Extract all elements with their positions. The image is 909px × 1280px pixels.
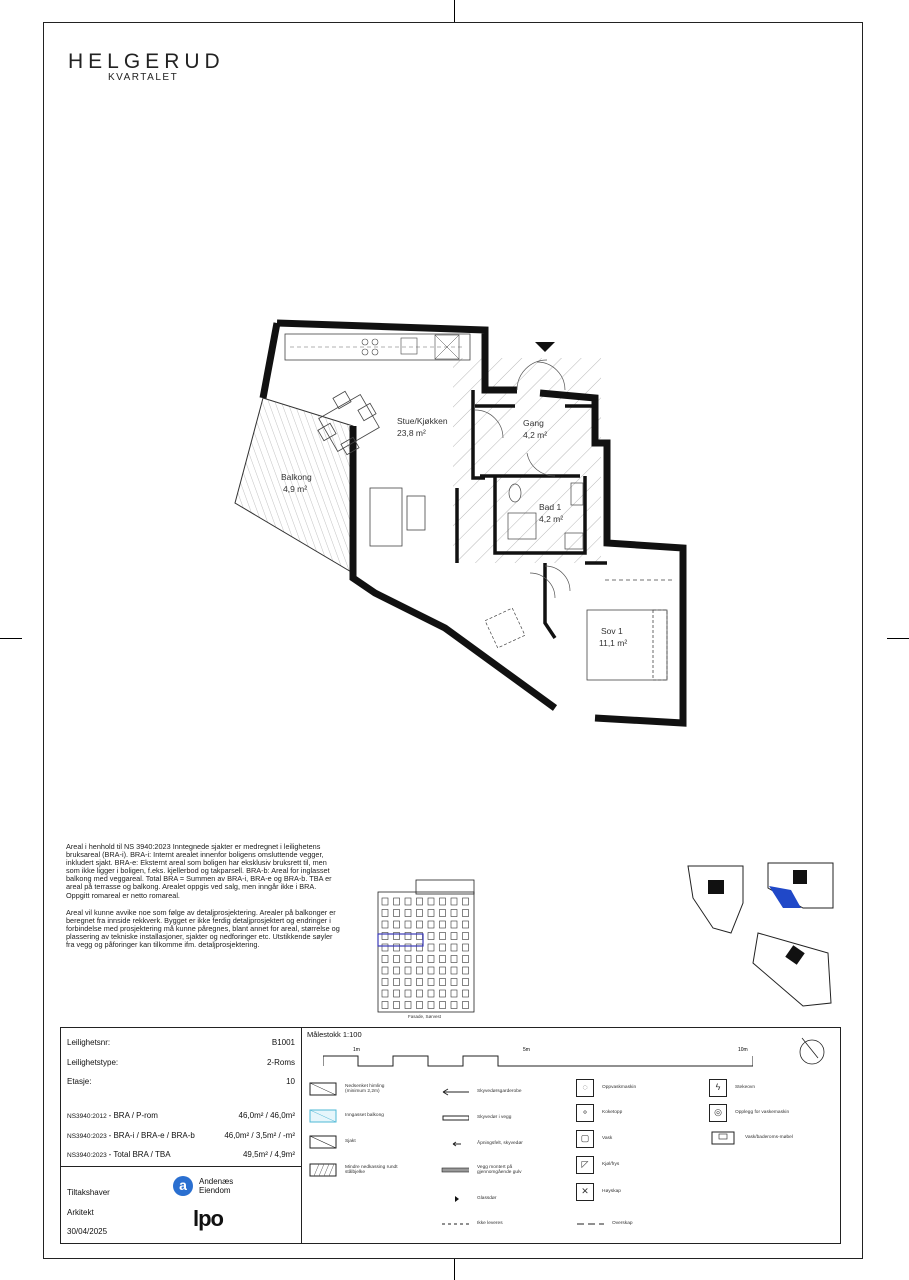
facade-window [428, 1002, 434, 1009]
legend-item [576, 1104, 662, 1122]
facade-window [440, 967, 446, 974]
row-total-bra [67, 1150, 295, 1159]
floor-plan [225, 318, 695, 728]
facade-window [428, 933, 434, 940]
room-name-stue: Stue/Kjøkken [397, 416, 448, 426]
etasje-value: 10 [286, 1077, 295, 1086]
legend-text: Opplegg for vaskemaskin [735, 1110, 790, 1116]
room-area-bad: 4,2 m² [539, 514, 564, 524]
legend-text: Inngasset balkong [345, 1113, 384, 1119]
facade-window [405, 956, 411, 963]
legend-item [441, 1136, 537, 1152]
legend [301, 1074, 840, 1243]
area-note-1: Areal i henhold til NS 3940:2023 Inntegnede sjakter er medregnet i leilighetens bruksareal (BRA-i). BRA-i: Internt arealet innenfor boligens omsluttende vegger, inkludert sjakt. BRA-e: Eksternt areal som boligen har eksklusiv bruksrett til, men som ikke ligger i boligen, f.eks. kjellerbod og takparsell. BRA-b: Areal for inglasset balkong med veggareal. Total BRA = Summen av BRA-i, BRA-e og BRA-b. TBA er areal på terrasse og balkong. Arealet oppgis ved salg, men inngår ikke i BRA. Oppgitt romareal er netto romareal. [66, 842, 332, 900]
facade-window [451, 979, 457, 986]
r1-label: - BRA / P-rom [108, 1111, 158, 1120]
room-name-gang: Gang [523, 418, 544, 428]
facade-window [440, 944, 446, 951]
facade-window [451, 967, 457, 974]
facade-window [417, 956, 423, 963]
ceiling-hatch-area [453, 358, 601, 563]
date: 30/04/2025 [67, 1227, 108, 1236]
r3-prefix: NS3940:2023 [67, 1152, 107, 1159]
brand-line-1: Andenæs [199, 1177, 234, 1186]
logo-sub: KVARTALET [108, 72, 179, 83]
facade-window [451, 1002, 457, 1009]
type-value: 2-Roms [266, 1058, 295, 1067]
facade-window [428, 979, 434, 986]
legend-item [576, 1130, 662, 1148]
r2-prefix: NS3940:2023 [67, 1133, 107, 1140]
legend-text: Høyskap [602, 1189, 621, 1195]
facade-window [394, 921, 400, 928]
facade-window [440, 990, 446, 997]
dishwasher-icon: ◌ [576, 1079, 594, 1097]
facade-window [428, 944, 434, 951]
facade-window [428, 910, 434, 917]
facade-window [382, 910, 388, 917]
etasje-label: Etasje: [67, 1077, 92, 1086]
key-plan-highlight [769, 886, 801, 908]
row-date [67, 1227, 295, 1236]
legend-text: Vask [602, 1136, 613, 1142]
facade-window [394, 910, 400, 917]
facade-window [440, 933, 446, 940]
facade-window [394, 1002, 400, 1009]
crop-mark-top [454, 0, 455, 22]
facade-window [463, 990, 469, 997]
oven-icon: ϟ [709, 1079, 727, 1097]
r1-prefix: NS3940:2012 [67, 1113, 107, 1120]
r3-label: - Total BRA / TBA [108, 1150, 171, 1159]
crop-mark-bottom [454, 1259, 455, 1280]
facade-window [451, 990, 457, 997]
legend-item [309, 1162, 403, 1178]
room-name-balkong: Balkong [281, 472, 312, 482]
legend-text: Nedsenket himling (minimum 2,2m) [345, 1083, 385, 1094]
facade-window [440, 1002, 446, 1009]
row-type [67, 1058, 295, 1067]
room-area-balkong: 4,9 m² [283, 484, 308, 494]
facade-window [451, 944, 457, 951]
legend-text: Skyvedør i vegg [477, 1115, 512, 1121]
facade-window [417, 990, 423, 997]
legend-item [576, 1079, 662, 1097]
facade-window [463, 910, 469, 917]
washer-icon: ◎ [709, 1104, 727, 1122]
facade-window [417, 921, 423, 928]
legend-item [441, 1162, 537, 1178]
facade-window [382, 967, 388, 974]
legend-text: Ikke leveres [477, 1221, 503, 1227]
facade-window [417, 967, 423, 974]
facade-window [405, 1002, 411, 1009]
r1-value: 46,0m² / 46,0m² [238, 1111, 295, 1120]
facade-drawing [376, 872, 476, 1022]
legend-item [309, 1134, 403, 1150]
legend-text: Kjøl/frys [602, 1162, 620, 1168]
room-name-bad: Bad 1 [539, 502, 562, 512]
legend-item [709, 1104, 797, 1122]
facade-window [451, 956, 457, 963]
legend-text: Vask/baderoms-møbel [745, 1135, 793, 1141]
legend-item [709, 1130, 795, 1146]
scale-1m: 1m [353, 1047, 360, 1053]
facade-window [405, 967, 411, 974]
entrance-marker [535, 342, 555, 352]
facade-window [405, 979, 411, 986]
room-area-stue: 23,8 m² [397, 428, 426, 438]
facade-window [440, 979, 446, 986]
facade-window [405, 990, 411, 997]
facade-window [463, 944, 469, 951]
facade-window [463, 979, 469, 986]
room-name-sov: Sov 1 [601, 626, 623, 636]
cooktop-icon: ⚬ [576, 1104, 594, 1122]
row-etasje [67, 1077, 295, 1086]
lpo-logo: lpo [193, 1206, 223, 1231]
sink-icon: ▢ [576, 1130, 594, 1148]
legend-item [309, 1081, 403, 1097]
facade-window [382, 944, 388, 951]
facade-window [463, 921, 469, 928]
area-notes [66, 843, 341, 958]
facade-window [394, 967, 400, 974]
legend-item [576, 1216, 672, 1232]
facade-window [405, 921, 411, 928]
facade-window [428, 990, 434, 997]
facade-window [463, 898, 469, 905]
facade-window [451, 921, 457, 928]
legend-text: Mindre nedkassing rundt stålbjelke [345, 1164, 398, 1175]
facade-window [394, 944, 400, 951]
facade-window [463, 1002, 469, 1009]
legend-text: Sjakt [345, 1139, 356, 1145]
leilighetsnr-value: B1001 [271, 1038, 295, 1047]
legend-text: Koketopp [602, 1110, 623, 1116]
legend-text: Skyvedørsgarderobe [477, 1089, 522, 1095]
legend-item [709, 1079, 797, 1097]
facade-window [394, 990, 400, 997]
legend-item [309, 1108, 403, 1124]
facade-window [440, 910, 446, 917]
legend-text: Stekeovn [735, 1085, 756, 1091]
tall-cabinet-icon: ✕ [576, 1183, 594, 1201]
facade-caption: Fasade, Sørvest [408, 1014, 442, 1019]
facade-window [440, 956, 446, 963]
legend-text: Åpningsfelt, skyvedør [477, 1141, 523, 1147]
arkitekt-label: Arkitekt [67, 1208, 94, 1217]
project-logo [68, 50, 225, 83]
legend-item [441, 1110, 537, 1126]
facade-window [382, 1002, 388, 1009]
facade-window [451, 910, 457, 917]
row-arkitekt [67, 1208, 295, 1217]
legend-text: Oppvaskmaskin [602, 1085, 637, 1091]
scale-10m: 10m [738, 1047, 748, 1053]
facade-window [428, 921, 434, 928]
facade-window [382, 956, 388, 963]
legend-text: Vegg montert på gjennomgående gulv [477, 1164, 522, 1175]
facade-window [428, 967, 434, 974]
facade-window [428, 956, 434, 963]
crop-mark-right [887, 638, 909, 639]
facade-window [463, 933, 469, 940]
facade-window [382, 898, 388, 905]
facade-window [417, 944, 423, 951]
logo-name: HELGERUD [68, 50, 225, 73]
facade-window [405, 910, 411, 917]
brand-line-2: Eiendom [199, 1186, 231, 1195]
facade-window [417, 910, 423, 917]
legend-item [441, 1216, 537, 1232]
room-area-sov: 11,1 m² [599, 638, 628, 648]
legend-item [576, 1183, 662, 1201]
facade-window [440, 921, 446, 928]
unit-info [61, 1028, 302, 1243]
facade-window [382, 990, 388, 997]
scale-5m: 5m [523, 1047, 530, 1053]
legend-item [441, 1191, 537, 1207]
area-note-2: Areal vil kunne avvike noe som følge av detaljprosjektering. Arealer på balkonger er beregnet fra innside rekkverk. Bygget er ikke ferdig detaljprosjektert og endringer i forbindelse med prosjektering må kunne påregnes, blant annet for areal, størrelse og plassering av tekniske installasjoner, sjakter og nedforinger etc. Utstikkende søyler fra vegg og påforinger kan tilkomme ifm. detaljprosjektering. [66, 907, 340, 950]
facade-window [394, 956, 400, 963]
legend-text: Glassdør [477, 1196, 497, 1202]
tiltakshaver-label: Tiltakshaver [67, 1188, 110, 1197]
r2-value: 46,0m² / 3,5m² / -m² [224, 1131, 295, 1140]
facade-window [463, 967, 469, 974]
title-block [60, 1027, 841, 1244]
facade-window [417, 1002, 423, 1009]
r2-label: - BRA-i / BRA-e / BRA-b [108, 1131, 195, 1140]
leilighetsnr-label: Leilighetsnr: [67, 1038, 111, 1047]
key-plan [683, 858, 838, 1018]
fridge-icon: ◸ [576, 1156, 594, 1174]
facade-window [417, 979, 423, 986]
legend-text: Overskap [612, 1221, 633, 1227]
facade-window [417, 898, 423, 905]
north-arrow-icon [796, 1034, 828, 1066]
andenaes-logo-icon: a [173, 1176, 193, 1196]
facade-window [382, 979, 388, 986]
r3-value: 49,5m² / 4,9m² [242, 1150, 295, 1159]
legend-item [576, 1156, 662, 1174]
row-bra-2012 [67, 1111, 295, 1120]
facade-window [451, 933, 457, 940]
room-area-gang: 4,2 m² [523, 430, 548, 440]
facade-window [382, 921, 388, 928]
facade-window [405, 944, 411, 951]
facade-window [428, 898, 434, 905]
sofa [370, 488, 425, 546]
facade-window [440, 898, 446, 905]
scale-bar [323, 1042, 753, 1072]
facade-window [463, 956, 469, 963]
facade-window [451, 898, 457, 905]
facade-window [405, 898, 411, 905]
facade-window [394, 898, 400, 905]
scale-title: Målestokk 1:100 [307, 1030, 362, 1039]
row-bra-2023 [67, 1131, 295, 1140]
type-label: Leilighetstype: [67, 1058, 119, 1067]
legend-item [441, 1084, 537, 1100]
crop-mark-left [0, 638, 22, 639]
row-leilighetsnr [67, 1038, 295, 1047]
facade-window [394, 979, 400, 986]
